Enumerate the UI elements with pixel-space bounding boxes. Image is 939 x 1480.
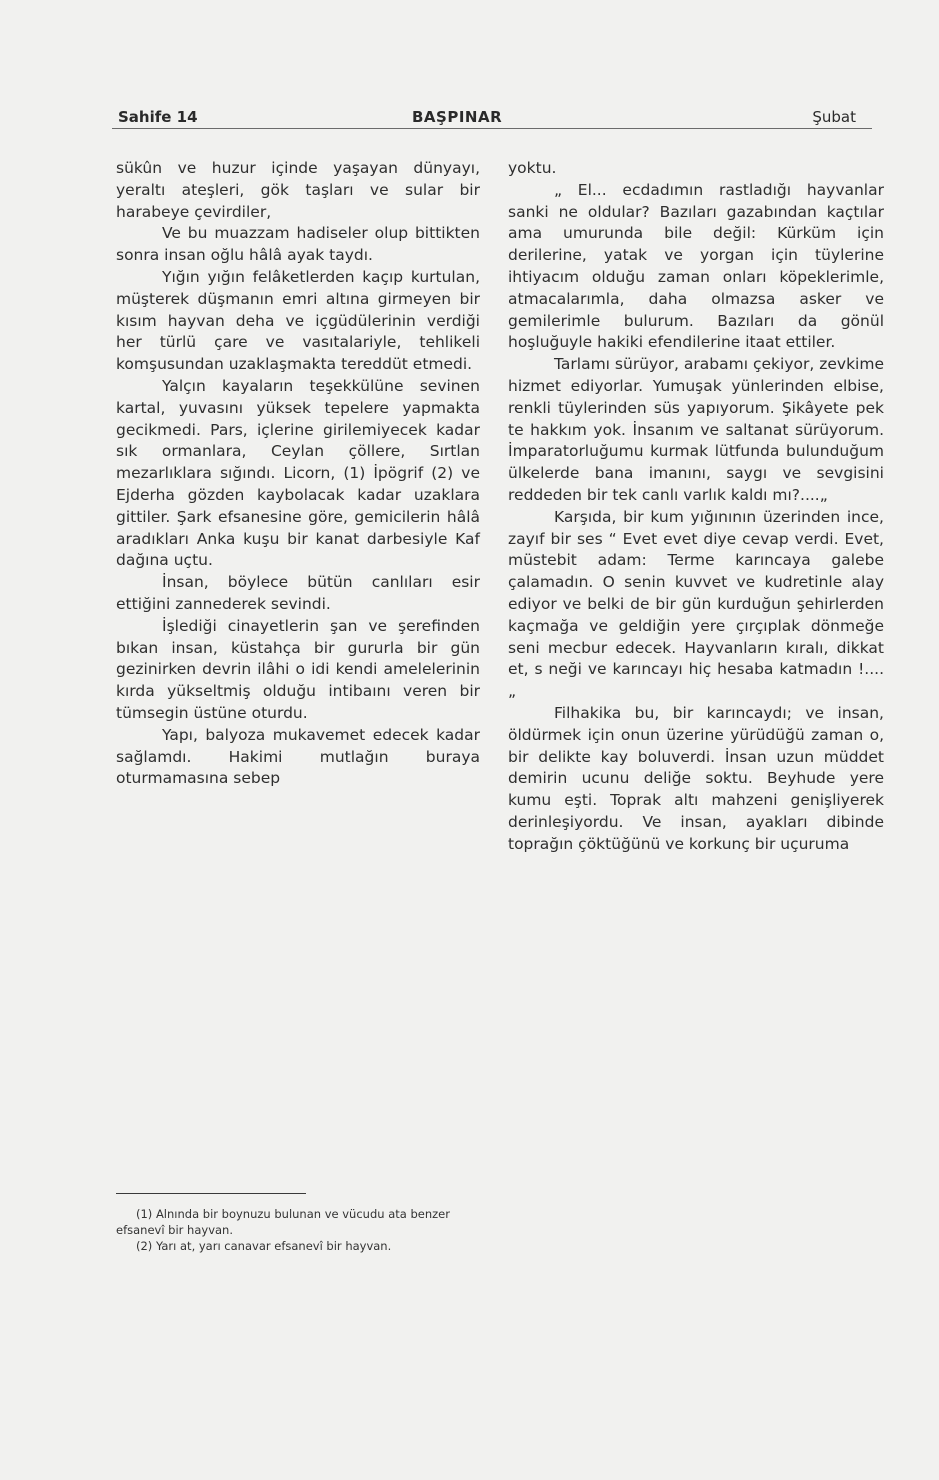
paragraph: Karşıda, bir kum yığınının üzerinden ince, zayıf bir ses “ Evet evet diye cevap verdi. Evet, müstebit adam: Terme karıncaya galebe çalamadın. O senin kuvvet ve kudretinle alay ediyor ve belki de bir gün kurduğun şehirlerden kaçmağa ve geldiğin yere çırçıplak dönmeğe seni mecbur edecek. Hayvanların kıralı, dikkat et, s neği ve karıncayı hiç hesaba katmadın !....„ <box>508 507 884 701</box>
paragraph: Tarlamı sürüyor, arabamı çekiyor, zevkime hizmet ediyorlar. Yumuşak yünlerinden elbise, renkli tüylerinden süs yapıyorum. Şikâyete pek te hakkım yok. İnsanım ve saltanat sürüyorum. İmparatorluğumu kurmak lütfunda bulunduğum ülkelerde bana imanını, saygı ve sevgisini reddeden bir tek canlı varlık kaldı mı?....„ <box>508 355 884 504</box>
right-column <box>508 158 884 856</box>
left-column <box>116 158 480 790</box>
paragraph: İnsan, böylece bütün canlıları esir ettiğini zannederek sevindi. <box>116 573 480 613</box>
paragraph: Yapı, balyoza mukavemet edecek kadar sağlamdı. Hakimi mutlağın buraya oturmamasına sebep <box>116 725 480 788</box>
paragraph: İşlediği cinayetlerin şan ve şerefinden bıkan insan, küstahça bir gururla bir gün gezinirken devrin ilâhi o idi kendi amelelerinin kırda yükseltmiş olduğu intibaını veren bir tümsegin üstüne oturdu. <box>116 616 480 722</box>
issue-month: Şubat <box>812 108 856 126</box>
header-rule <box>112 128 872 129</box>
footnote: (1) Alnında bir boynuzu bulunan ve vücudu ata benzer efsanevî bir hayvan. <box>116 1207 450 1237</box>
footnotes <box>116 1206 480 1254</box>
page-number: Sahife 14 <box>118 108 198 126</box>
paragraph: Filhakika bu, bir karıncaydı; ve insan, öldürmek için onun üzerine yürüdüğü zaman o, bir delikte kay boluverdi. İnsan uzun müddet demirin ucunu deliğe soktu. Beyhude yere kumu eşti. Toprak altı mahzeni genişliyerek derinleşiyordu. Ve insan, ayakları dibinde toprağın çöktüğünü ve korkunç bir uçuruma <box>508 703 884 853</box>
paragraph: Ve bu muazzam hadiseler olup bittikten sonra insan oğlu hâlâ ayak taydı. <box>116 224 480 265</box>
paragraph: Yığın yığın felâketlerden kaçıp kurtulan, müşterek düşmanın emri altına girmeyen bir kısım hayvan deha ve içgüdülerinin verdiği her türlü çare ve vasıtalariyle, tehlikeli komşusundan uzaklaşmakta tereddüt etmedi. <box>116 267 480 374</box>
publication-title: BAŞPINAR <box>412 108 503 126</box>
paragraph: „ El... ecdadımın rastladığı hayvanlar sanki ne oldular? Bazıları gazabından kaçtılar ama umurunda bile değil: Kürküm için derilerine, yatak ve yorgan için tüylerine ihtiyacım olduğu zaman onları köpeklerimle, atmacalarımla, daha olmazsa asker ve gemilerimle bulurum. Bazıları da gönül hoşluğuyle hakiki efendilerine itaat ettiler. <box>508 180 884 352</box>
page-header <box>112 104 872 130</box>
paragraph: Yalçın kayaların teşekkülüne sevinen kartal, yuvasını yüksek tepelere yapmakta gecikmedi. Pars, içlerine girilemiyecek kadar sık ormanlara, Ceylan çöllere, Sırtlan mezarlıklara sığındı. Licorn, (1) İpögrif (2) ve Ejderha gözden kaybolacak kadar uzaklara gittiler. Şark efsanesine göre, gemicilerin hâlâ aradıkları Anka kuşu bir kanat darbesiyle Kaf dağına uçtu. <box>116 376 480 570</box>
footnote: (2) Yarı at, yarı canavar efsanevî bir hayvan. <box>136 1239 392 1253</box>
paragraph: sükûn ve huzur içinde yaşayan dünyayı, yeraltı ateşleri, gök taşları ve sular bir harabeye çevirdiler, <box>116 159 480 221</box>
footnote-rule <box>116 1193 306 1194</box>
paragraph: yoktu. <box>508 159 557 177</box>
